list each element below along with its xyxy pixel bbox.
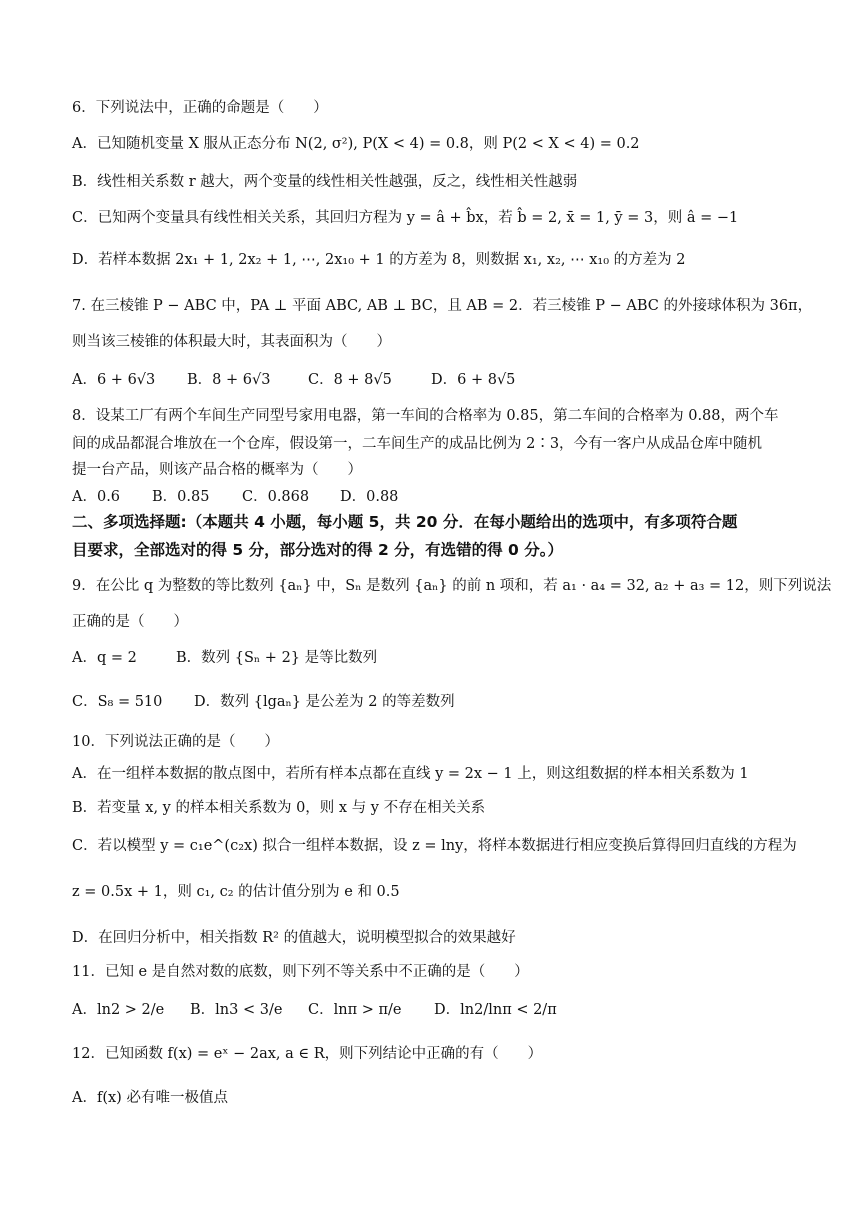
q6-option-a: A．已知随机变量 X 服从正态分布 N(2, σ²), P(X < 4) = 0.8，则 P(2 < X < 4) = 0.2 <box>72 136 640 152</box>
section-2-header-line1: 二、多项选择题:（本题共 4 小题，每小题 5，共 20 分．在每小题给出的选项中，有多项符合题 <box>72 513 738 531</box>
q10-option-d: D．在回归分析中，相关指数 R² 的值越大，说明模型拟合的效果越好 <box>72 930 516 946</box>
q11-option-b: B．ln3 < 3/e <box>190 1002 283 1018</box>
q8-stem-line2: 间的成品都混合堆放在一个仓库，假设第一，二车间生产的成品比例为 2∶3，今有一客户从成品仓库中随机 <box>72 436 763 452</box>
q12-option-a: A．f(x) 必有唯一极值点 <box>72 1090 228 1106</box>
q10-option-a: A．在一组样本数据的散点图中，若所有样本点都在直线 y = 2x − 1 上，则这组数据的样本相关系数为 1 <box>72 766 749 782</box>
q8-options <box>72 487 398 507</box>
q9-options-row1 <box>72 648 377 668</box>
q7-option-b: B．8 + 6√3 <box>187 372 271 388</box>
q10-option-c-line1: C．若以模型 y = c₁e^(c₂x) 拟合一组样本数据，设 z = lny，将样本数据进行相应变换后算得回归直线的方程为 <box>72 838 797 854</box>
q7-option-c: C．8 + 8√5 <box>308 372 392 388</box>
q6-option-d: D．若样本数据 2x₁ + 1, 2x₂ + 1, ⋯, 2x₁₀ + 1 的方差为 8，则数据 x₁, x₂, ⋯ x₁₀ 的方差为 2 <box>72 252 686 268</box>
q9-options-row2 <box>72 692 455 712</box>
q9-stem-line2: 正确的是（ ） <box>72 614 188 630</box>
q9-stem-line1: 9．在公比 q 为整数的等比数列 {aₙ} 中，Sₙ 是数列 {aₙ} 的前 n 项和，若 a₁ · a₄ = 32, a₂ + a₃ = 12，则下列说法 <box>72 578 832 594</box>
section-2-header-line2: 目要求，全部选对的得 5 分，部分选对的得 2 分，有选错的得 0 分。） <box>72 541 563 559</box>
q9-option-b: B．数列 {Sₙ + 2} 是等比数列 <box>176 650 378 666</box>
q7-option-d: D．6 + 8√5 <box>431 372 516 388</box>
q11-option-c: C．lnπ > π/e <box>308 1002 402 1018</box>
q10-option-b: B．若变量 x, y 的样本相关系数为 0，则 x 与 y 不存在相关关系 <box>72 800 486 816</box>
q10-option-c-line2: z = 0.5x + 1，则 c₁, c₂ 的估计值分别为 e 和 0.5 <box>72 884 400 900</box>
q7-option-a: A．6 + 6√3 <box>72 372 156 388</box>
q11-stem: 11．已知 e 是自然对数的底数，则下列不等关系中不正确的是（ ） <box>72 964 529 980</box>
q7-options <box>72 370 515 390</box>
q7-stem-line2: 则当该三棱锥的体积最大时，其表面积为（ ） <box>72 334 391 350</box>
q11-options <box>72 1000 557 1020</box>
q8-stem-line1: 8．设某工厂有两个车间生产同型号家用电器，第一车间的合格率为 0.85，第二车间的合格率为 0.88，两个车 <box>72 408 779 424</box>
q6-option-c: C．已知两个变量具有线性相关关系，其回归方程为 y = â + b̂x，若 b̂ = 2, x̄ = 1, ȳ = 3，则 â = −1 <box>72 210 739 226</box>
q12-stem: 12．已知函数 f(x) = eˣ − 2ax, a ∈ R，则下列结论中正确的有（ ） <box>72 1046 543 1062</box>
q8-option-d: D．0.88 <box>340 489 399 505</box>
q8-option-a: A．0.6 <box>72 489 121 505</box>
q7-stem-line1: 7. 在三棱锥 P − ABC 中，PA ⊥ 平面 ABC, AB ⊥ BC，且 AB = 2．若三棱锥 P − ABC 的外接球体积为 36π， <box>72 298 813 314</box>
q9-option-a: A．q = 2 <box>72 650 137 666</box>
q10-stem: 10．下列说法正确的是（ ） <box>72 734 279 750</box>
q9-option-c: C．S₈ = 510 <box>72 694 163 710</box>
q8-option-b: B．0.85 <box>152 489 210 505</box>
q11-option-a: A．ln2 > 2/e <box>72 1002 165 1018</box>
q8-option-c: C．0.868 <box>242 489 310 505</box>
q11-option-d: D．ln2/lnπ < 2/π <box>434 1002 557 1018</box>
q8-stem-line3: 提一台产品，则该产品合格的概率为（ ） <box>72 462 362 478</box>
q6-option-b: B．线性相关系数 r 越大，两个变量的线性相关性越强，反之，线性相关性越弱 <box>72 174 578 190</box>
q9-option-d: D．数列 {lgaₙ} 是公差为 2 的等差数列 <box>194 694 455 710</box>
q6-stem: 6．下列说法中，正确的命题是（ ） <box>72 100 328 116</box>
